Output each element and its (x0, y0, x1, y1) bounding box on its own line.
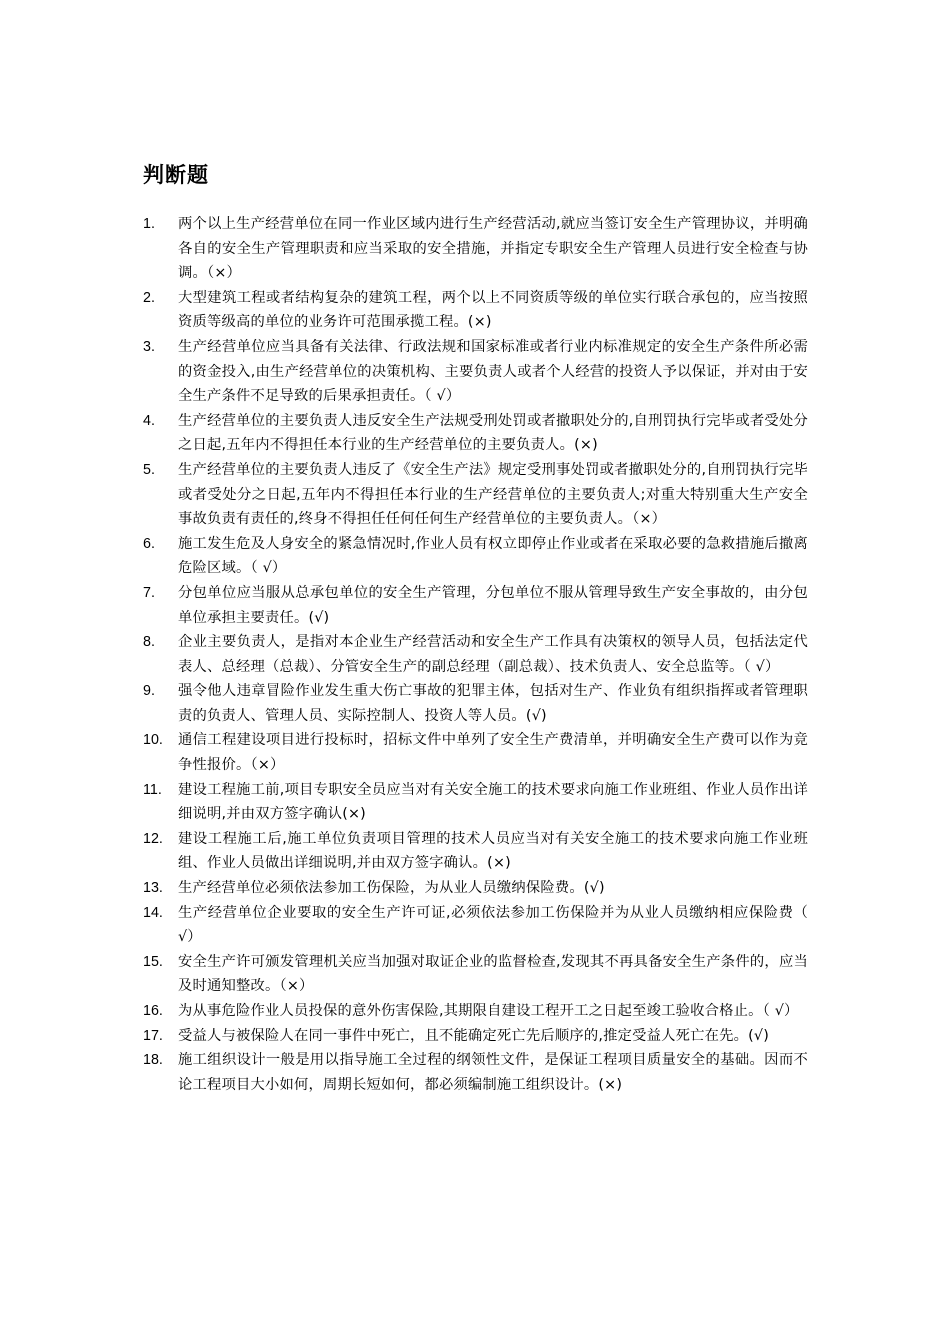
question-number: 14. (143, 904, 163, 921)
question-number: 15. (143, 953, 163, 970)
question-item (143, 532, 808, 581)
question-item (143, 286, 808, 335)
question-text: 生产经营单位必须依法参加工伤保险，为从业人员缴纳保险费。(√) (178, 880, 605, 897)
question-number: 4. (143, 412, 155, 429)
question-number: 2. (143, 289, 155, 306)
question-text: 生产经营单位的主要负责人违反了《安全生产法》规定受刑事处罚或者撤职处分的,自刑罚执行完毕或者受处分之日起,五年内不得担任本行业的生产经营单位的主要负责人;对重大特别重大生产安全事故负责有责任的,终身不得担任任何任何生产经营单位的主要负责人。（×） (178, 461, 808, 528)
question-number: 10. (143, 732, 163, 749)
question-text: 强令他人违章冒险作业发生重大伤亡事故的犯罪主体，包括对生产、作业负有组织指挥或者管理职责的负责人、管理人员、实际控制人、投资人等人员。(√) (178, 683, 808, 724)
question-text: 通信工程建设项目进行投标时，招标文件中单列了安全生产费清单，并明确安全生产费可以作为竞争性报价。（×） (178, 732, 808, 774)
question-list (143, 212, 808, 1097)
question-item (143, 212, 808, 286)
question-number: 12. (143, 830, 163, 847)
question-text: 企业主要负责人，是指对本企业生产经营活动和安全生产工作具有决策权的领导人员，包括法定代表人、总经理（总裁）、分管安全生产的副总经理（副总裁）、技术负责人、安全总监等。（ √） (178, 634, 808, 675)
question-text: 分包单位应当服从总承包单位的安全生产管理，分包单位不服从管理导致生产安全事故的，由分包单位承担主要责任。(√) (178, 584, 808, 626)
question-number: 3. (143, 338, 155, 355)
question-text: 受益人与被保险人在同一事件中死亡，且不能确定死亡先后顺序的,推定受益人死亡在先。(√) (178, 1027, 769, 1044)
question-item (143, 1024, 808, 1049)
question-number: 5. (143, 461, 155, 478)
question-text: 建设工程施工前,项目专职安全员应当对有关安全施工的技术要求向施工作业班组、作业人员作出详细说明,并由双方签字确认(×) (178, 781, 808, 823)
question-item (143, 335, 808, 409)
page-title: 判断题 (143, 163, 209, 187)
question-text: 生产经营单位的主要负责人违反安全生产法规受刑处罚或者撤职处分的,自刑罚执行完毕或者受处分之日起,五年内不得担任本行业的生产经营单位的主要负责人。(×) (178, 412, 808, 454)
question-item (143, 630, 808, 679)
question-number: 8. (143, 634, 155, 651)
question-text: 大型建筑工程或者结构复杂的建筑工程，两个以上不同资质等级的单位实行联合承包的，应当按照资质等级高的单位的业务许可范围承揽工程。(×) (178, 289, 808, 331)
question-item (143, 458, 808, 532)
question-item (143, 1048, 808, 1097)
question-text: 生产经营单位企业要取的安全生产许可证,必须依法参加工伤保险并为从业人员缴纳相应保险费（ √） (178, 904, 808, 946)
question-item (143, 876, 808, 901)
question-number: 7. (143, 584, 155, 601)
question-number: 16. (143, 1003, 163, 1019)
question-text: 生产经营单位应当具备有关法律、行政法规和国家标准或者行业内标准规定的安全生产条件所必需的资金投入,由生产经营单位的决策机构、主要负责人或者个人经营的投资人予以保证，并对由于安全生产条件不足导致的后果承担责任。（ √） (178, 338, 808, 405)
question-text: 两个以上生产经营单位在同一作业区域内进行生产经营活动,就应当签订安全生产管理协议，并明确各自的安全生产管理职责和应当采取的安全措施，并指定专职安全生产管理人员进行安全检查与协调。（×） (178, 216, 808, 282)
question-number: 9. (143, 683, 155, 700)
question-item (143, 950, 808, 999)
question-item (143, 679, 808, 728)
question-text: 为从事危险作业人员投保的意外伤害保险,其期限自建设工程开工之日起至竣工验收合格止。（ √） (178, 1003, 799, 1019)
question-number: 18. (143, 1052, 163, 1069)
question-text: 施工发生危及人身安全的紧急情况时,作业人员有权立即停止作业或者在采取必要的急救措施后撤离危险区域。（ √） (178, 535, 808, 577)
question-text: 建设工程施工后,施工单位负责项目管理的技术人员应当对有关安全施工的技术要求向施工作业班组、作业人员做出详细说明,并由双方签字确认。(×) (178, 830, 808, 872)
question-number: 1. (143, 216, 155, 232)
question-item (143, 409, 808, 458)
question-item (143, 999, 808, 1024)
question-item (143, 827, 808, 876)
question-item (143, 581, 808, 630)
question-number: 17. (143, 1027, 163, 1044)
question-item (143, 728, 808, 777)
question-item (143, 901, 808, 950)
question-item (143, 778, 808, 827)
question-number: 6. (143, 535, 155, 552)
question-number: 11. (143, 781, 162, 798)
question-text: 安全生产许可颁发管理机关应当加强对取证企业的监督检查,发现其不再具备安全生产条件的，应当及时通知整改。（×） (178, 953, 808, 995)
question-number: 13. (143, 880, 163, 897)
question-text: 施工组织设计一般是用以指导施工全过程的纲领性文件，是保证工程项目质量安全的基础。因而不论工程项目大小如何，周期长短如何，都必须编制施工组织设计。(×) (178, 1052, 808, 1093)
